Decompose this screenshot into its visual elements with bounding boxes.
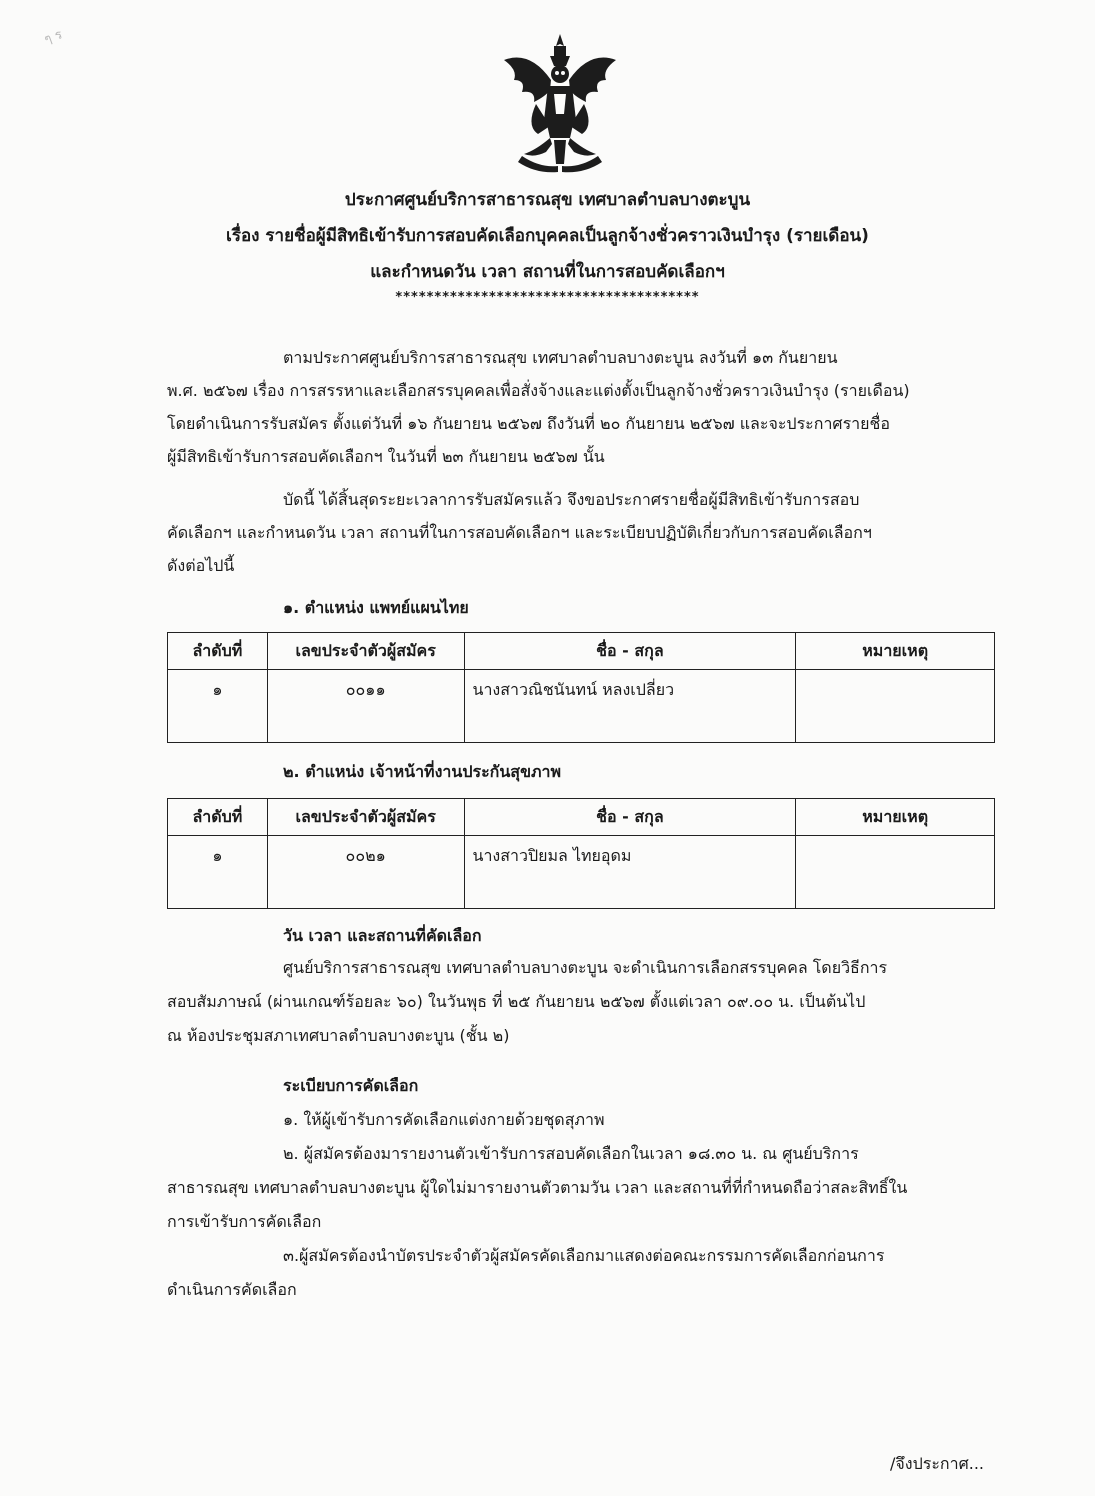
rule-3-line-1: ๓.ผู้สมัครต้องนำบัตรประจำตัวผู้สมัครคัดเลือกมาแสดงต่อคณะกรรมการคัดเลือกก่อนการ — [283, 1246, 885, 1265]
rule-1: ๑. ให้ผู้เข้ารับการคัดเลือกแต่งกายด้วยชุดสุภาพ — [283, 1110, 605, 1129]
cell-no: ๑ — [168, 836, 268, 909]
col-id: เลขประจำตัวผู้สมัคร — [267, 799, 464, 836]
rule-2-line-2: สาธารณสุข เทศบาลตำบลบางตะบูน ผู้ใดไม่มารายงานตัวตามวัน เวลา และสถานที่ที่กำหนดถือว่าสละสิทธิ์ใน — [167, 1178, 908, 1197]
subject-line-2: และกำหนดวัน เวลา สถานที่ในการสอบคัดเลือกฯ — [370, 262, 725, 282]
intro-line-3: โดยดำเนินการรับสมัคร ตั้งแต่วันที่ ๑๖ กันยายน ๒๕๖๗ ถึงวันที่ ๒๐ กันยายน ๒๕๖๗ และจะประกาศรายชื่อ — [167, 414, 890, 433]
section-1-title: ๑. ตำแหน่ง แพทย์แผนไทย — [283, 598, 469, 617]
schedule-line-1: ศูนย์บริการสาธารณสุข เทศบาลตำบลบางตะบูน จะดำเนินการเลือกสรรบุคคล โดยวิธีการ — [283, 958, 888, 977]
rule-2-line-1: ๒. ผู้สมัครต้องมารายงานตัวเข้ารับการสอบคัดเลือกในเวลา ๑๘.๓๐ น. ณ ศูนย์บริการ — [283, 1144, 859, 1163]
intro-line-4: ผู้มีสิทธิเข้ารับการสอบคัดเลือกฯ ในวันที่ ๒๓ กันยายน ๒๕๖๗ นั้น — [167, 447, 605, 466]
table-header-row — [168, 633, 995, 670]
garuda-emblem-icon — [500, 30, 620, 180]
col-remark: หมายเหตุ — [796, 799, 995, 836]
table-row — [168, 836, 995, 909]
schedule-title: วัน เวลา และสถานที่คัดเลือก — [283, 926, 482, 945]
table-header-row — [168, 799, 995, 836]
announce-line-2: คัดเลือกฯ และกำหนดวัน เวลา สถานที่ในการสอบคัดเลือกฯ และระเบียบปฏิบัติเกี่ยวกับการสอบคัดเลือกฯ — [167, 523, 872, 542]
col-no: ลำดับที่ — [168, 799, 268, 836]
cell-name: นางสาวปิยมล ไทยอุดม — [464, 836, 796, 909]
handwritten-mark: ๆ ร — [42, 27, 65, 48]
cell-remark — [796, 836, 995, 909]
intro-line-1: ตามประกาศศูนย์บริการสาธารณสุข เทศบาลตำบลบางตะบูน ลงวันที่ ๑๓ กันยายน — [283, 348, 838, 367]
cell-no: ๑ — [168, 670, 268, 743]
announcement-title: ประกาศศูนย์บริการสาธารณสุข เทศบาลตำบลบางตะบูน — [344, 190, 751, 210]
section-2-title: ๒. ตำแหน่ง เจ้าหน้าที่งานประกันสุขภาพ — [283, 762, 562, 781]
separator-stars: *************************************** — [395, 290, 700, 305]
announce-line-1: บัดนี้ ได้สิ้นสุดระยะเวลาการรับสมัครแล้ว จึงขอประกาศรายชื่อผู้มีสิทธิเข้ารับการสอบ — [283, 490, 860, 509]
col-id: เลขประจำตัวผู้สมัคร — [267, 633, 464, 670]
col-name: ชื่อ - สกุล — [464, 799, 796, 836]
table-row — [168, 670, 995, 743]
cell-id: ๐๐๑๑ — [267, 670, 464, 743]
announce-line-3: ดังต่อไปนี้ — [167, 556, 235, 575]
continued-footer: /จึงประกาศ... — [890, 1454, 985, 1473]
subject-line: เรื่อง รายชื่อผู้มีสิทธิเข้ารับการสอบคัดเลือกบุคคลเป็นลูกจ้างชั่วคราวเงินบำรุง (รายเดือน) — [226, 226, 869, 246]
intro-line-2: พ.ศ. ๒๕๖๗ เรื่อง การสรรหาและเลือกสรรบุคคลเพื่อสั่งจ้างและแต่งตั้งเป็นลูกจ้างชั่วคราวเงินบำรุง (รายเดือน) — [167, 381, 910, 400]
schedule-line-2: สอบสัมภาษณ์ (ผ่านเกณฑ์ร้อยละ ๖๐) ในวันพุธ ที่ ๒๕ กันยายน ๒๕๖๗ ตั้งแต่เวลา ๐๙.๐๐ น. เป็นต้นไป — [167, 992, 866, 1011]
cell-name: นางสาวณิชนันทน์ หลงเปลี่ยว — [464, 670, 796, 743]
applicant-table-2 — [167, 798, 995, 909]
rule-3-line-2: ดำเนินการคัดเลือก — [167, 1280, 297, 1299]
cell-remark — [796, 670, 995, 743]
applicant-table-1 — [167, 632, 995, 743]
schedule-line-3: ณ ห้องประชุมสภาเทศบาลตำบลบางตะบูน (ชั้น ๒) — [167, 1026, 510, 1045]
col-name: ชื่อ - สกุล — [464, 633, 796, 670]
col-remark: หมายเหตุ — [796, 633, 995, 670]
cell-id: ๐๐๒๑ — [267, 836, 464, 909]
col-no: ลำดับที่ — [168, 633, 268, 670]
rule-2-line-3: การเข้ารับการคัดเลือก — [167, 1212, 322, 1231]
rules-title: ระเบียบการคัดเลือก — [283, 1076, 419, 1095]
